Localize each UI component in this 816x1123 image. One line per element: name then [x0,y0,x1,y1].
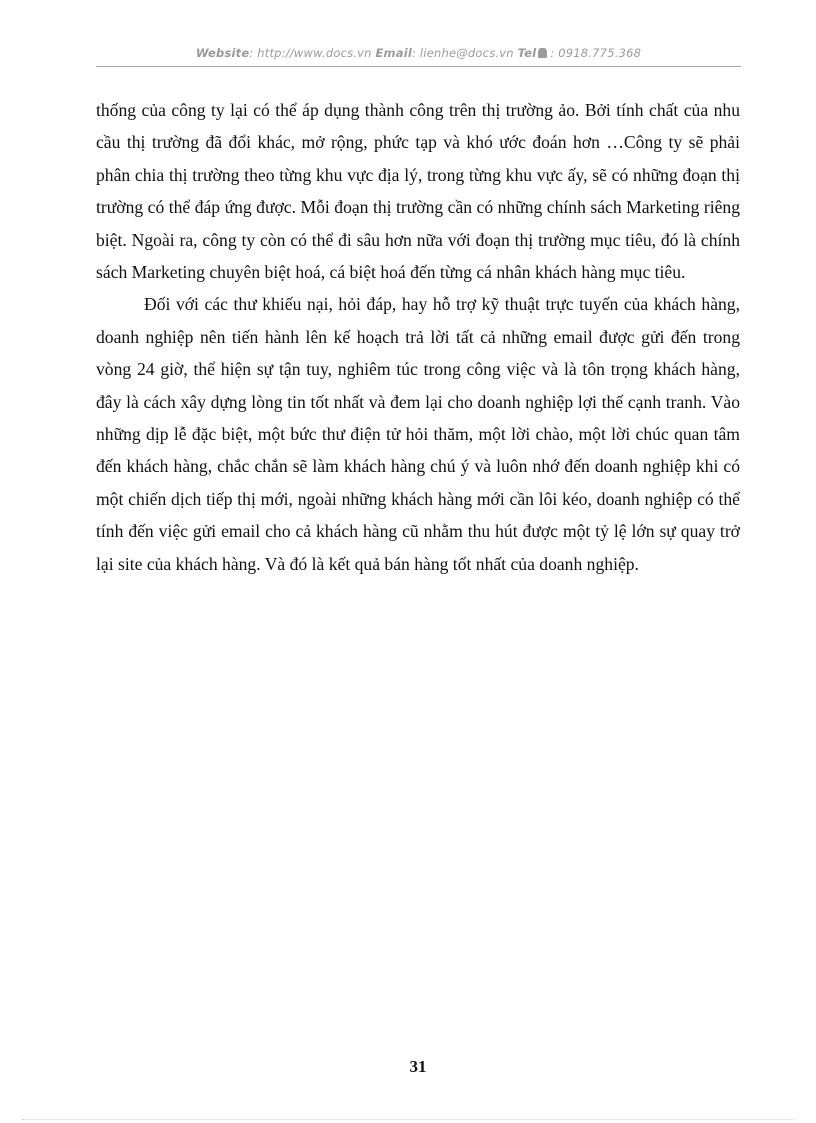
paragraph: Đối với các thư khiếu nại, hỏi đáp, hay hỗ trợ kỹ thuật trực tuyến của khách hàng, doanh nghiệp nên tiến hành lên kế hoạch trả lời tất cả những email được gửi đến trong vòng 24 giờ, thể hiện sự tận tuy, nghiêm túc trong công việc và là tôn trọng khách hàng, đây là cách xây dựng lòng tin tốt nhất và đem lại cho doanh nghiệp lợi thế cạnh tranh. Vào những dịp lễ đặc biệt, một bức thư điện tử hỏi thăm, một lời chào, một lời chúc quan tâm đến khách hàng, chắc chắn sẽ làm khách hàng chú ý và luôn nhớ đến doanh nghiệp khi có một chiến dịch tiếp thị mới, ngoài những khách hàng mới cần lôi kéo, doanh nghiệp có thể tính đến việc gửi email cho cả khách hàng cũ nhằm thu hút được một tỷ lệ lớn sự quay trở lại site của khách hàng. Và đó là kết quả bán hàng tốt nhất của doanh nghiệp. [96,294,740,574]
paragraph-continued: thống của công ty lại có thể áp dụng thành công trên thị trường ảo. Bởi tính chất của nhu cầu thị trường đã đổi khác, mở rộng, phức tạp và khó ước đoán hơn …Công ty sẽ phải phân chia thị trường theo từng khu vực địa lý, trong từng khu vực ấy, sẽ có những đoạn thị trường có thể đáp ứng được. Mỗi đoạn thị trường cần có những chính sách Marketing riêng biệt. Ngoài ra, công ty còn có thể đi sâu hơn nữa với đoạn thị trường mục tiêu, đó là chính sách Marketing chuyên biệt hoá, cá biệt hoá đến từng cá nhân khách hàng mục tiêu. [96,100,740,283]
tel-label: Tel [517,46,537,60]
email-address: : lienhe@docs.vn [411,46,514,60]
header-divider [96,66,741,67]
tel-number: : 0918.775.368 [550,46,642,60]
document-body [96,94,740,580]
page-header [96,46,741,60]
phone-icon [538,50,547,58]
page-number: 31 [409,1057,427,1076]
email-label: Email [375,46,412,60]
footer-divider [22,1119,794,1120]
website-url: : http://www.docs.vn [249,46,372,60]
website-label: Website [195,46,250,60]
